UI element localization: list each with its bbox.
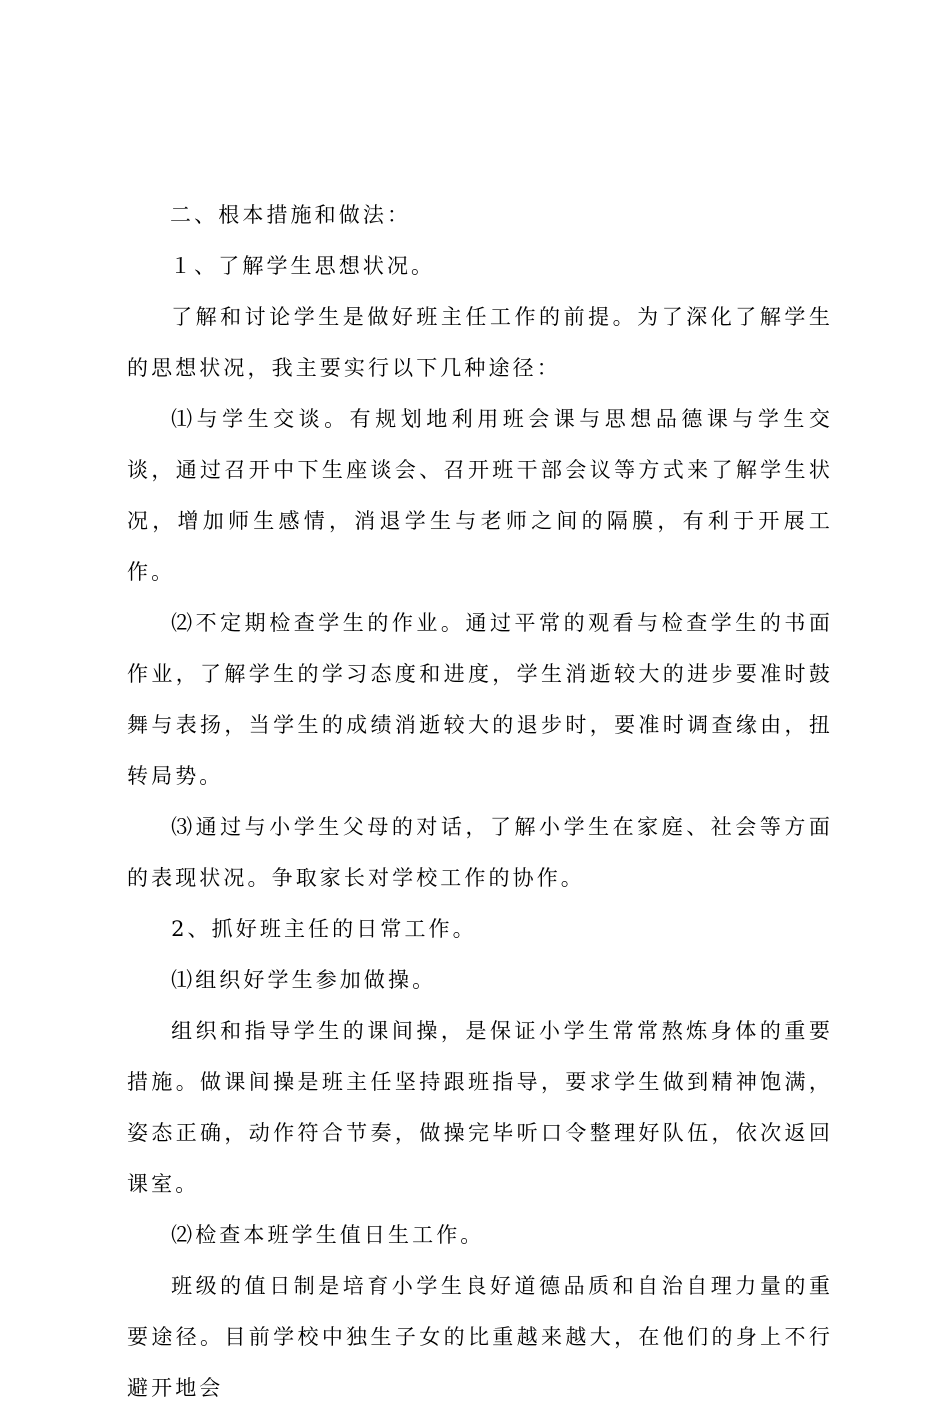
list-item-heading: ⑴组织好学生参加做操。 <box>171 968 437 992</box>
section-heading: 二、根本措施和做法： <box>170 203 412 227</box>
body-paragraph: 组织和指导学生的课间操，是保证小学生常常熬炼身体的重要措施。做课间操是班主任坚持跟班指导，要求学生做到精神饱满，姿态正确，动作符合节奏，做操完毕听口令整理好队伍，依次返回课室。 <box>127 1019 833 1196</box>
list-item-paragraph: ⑶通过与小学生父母的对话，了解小学生在家庭、社会等方面的表现状况。争取家长对学校工作的协作。 <box>127 815 833 890</box>
document-body <box>127 190 833 1414</box>
subsection-heading: １、了解学生思想状况。 <box>170 254 436 278</box>
subsection-heading: 2、抓好班主任的日常工作。 <box>171 917 477 941</box>
body-paragraph: 了解和讨论学生是做好班主任工作的前提。为了深化了解学生的思想状况，我主要实行以下几种途径： <box>127 305 833 380</box>
list-item-paragraph: ⑵不定期检查学生的作业。通过平常的观看与检查学生的书面作业，了解学生的学习态度和进度，学生消逝较大的进步要准时鼓舞与表扬，当学生的成绩消逝较大的退步时，要准时调查缘由，扭转局势。 <box>127 611 833 788</box>
list-item-paragraph: ⑴与学生交谈。有规划地利用班会课与思想品德课与学生交谈，通过召开中下生座谈会、召开班干部会议等方式来了解学生状况，增加师生感情，消退学生与老师之间的隔膜，有利于开展工作。 <box>127 407 833 584</box>
list-item-heading: ⑵检查本班学生值日生工作。 <box>171 1223 485 1247</box>
body-paragraph: 班级的值日制是培育小学生良好道德品质和自治自理力量的重要途径。目前学校中独生子女的比重越来越大，在他们的身上不行避开地会 <box>127 1274 833 1400</box>
